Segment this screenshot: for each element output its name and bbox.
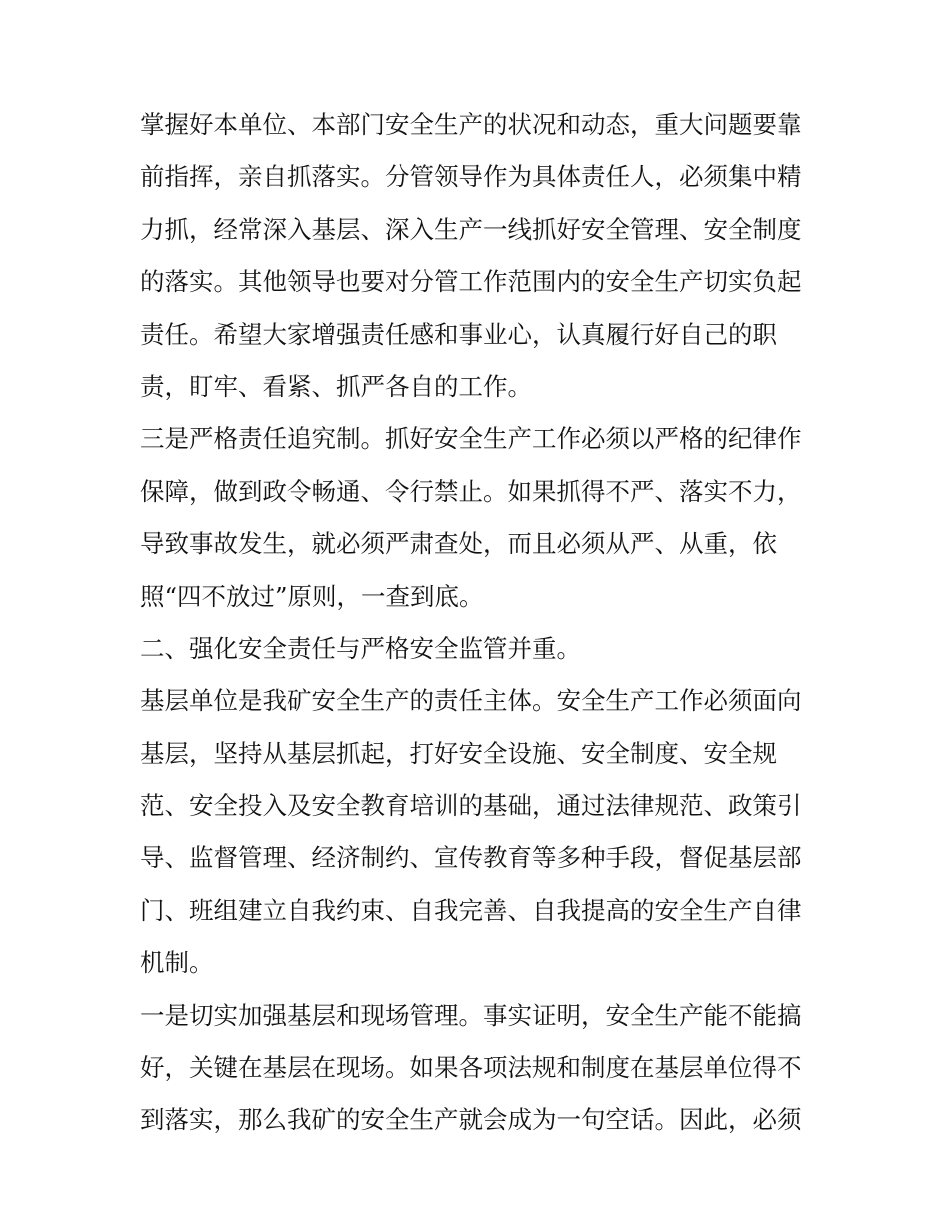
- text-line: 导、监督管理、经济制约、宣传教育等多种手段，督促基层部: [140, 843, 802, 873]
- text-line: 掌握好本单位、本部门安全生产的状况和动态，重大问题要靠: [140, 110, 802, 139]
- text-line: 导致事故发生，就必须严肃查处，而且必须从严、从重，依: [140, 529, 777, 559]
- text-line: 基层，坚持从基层抓起，打好安全设施、安全制度、安全规: [140, 738, 777, 768]
- text-line: 力抓，经常深入基层、深入生产一线抓好安全管理、安全制度: [140, 214, 802, 244]
- text-line: 责，盯牢、看紧、抓严各自的工作。: [140, 371, 532, 401]
- text-line: 一是切实加强基层和现场管理。事实证明，安全生产能不能搞: [140, 1000, 802, 1030]
- text-line: 门、班组建立自我约束、自我完善、自我提高的安全生产自律: [140, 895, 802, 925]
- section-heading: 二、强化安全责任与严格安全监管并重。: [140, 633, 581, 663]
- text-line: 三是严格责任追究制。抓好安全生产工作必须以严格的纪律作: [140, 424, 802, 454]
- text-line: 责任。希望大家增强责任感和事业心，认真履行好自己的职: [140, 319, 777, 349]
- text-line: 机制。: [140, 948, 214, 978]
- text-line: 到落实，那么我矿的安全生产就会成为一句空话。因此，必须: [140, 1105, 802, 1135]
- text-line: 好，关键在基层在现场。如果各项法规和制度在基层单位得不: [140, 1053, 802, 1083]
- body-text: [140, 99, 830, 1147]
- text-line: 的落实。其他领导也要对分管工作范围内的安全生产切实负起: [140, 267, 802, 297]
- text-line: 前指挥，亲自抓落实。分管领导作为具体责任人，必须集中精: [140, 162, 802, 192]
- text-line: 范、安全投入及安全教育培训的基础，通过法律规范、政策引: [140, 791, 802, 821]
- text-line: 保障，做到政令畅通、令行禁止。如果抓得不严、落实不力，: [140, 476, 802, 506]
- text-line: 基层单位是我矿安全生产的责任主体。安全生产工作必须面向: [140, 686, 802, 716]
- text-line: 照“四不放过”原则，一查到底。: [140, 581, 484, 611]
